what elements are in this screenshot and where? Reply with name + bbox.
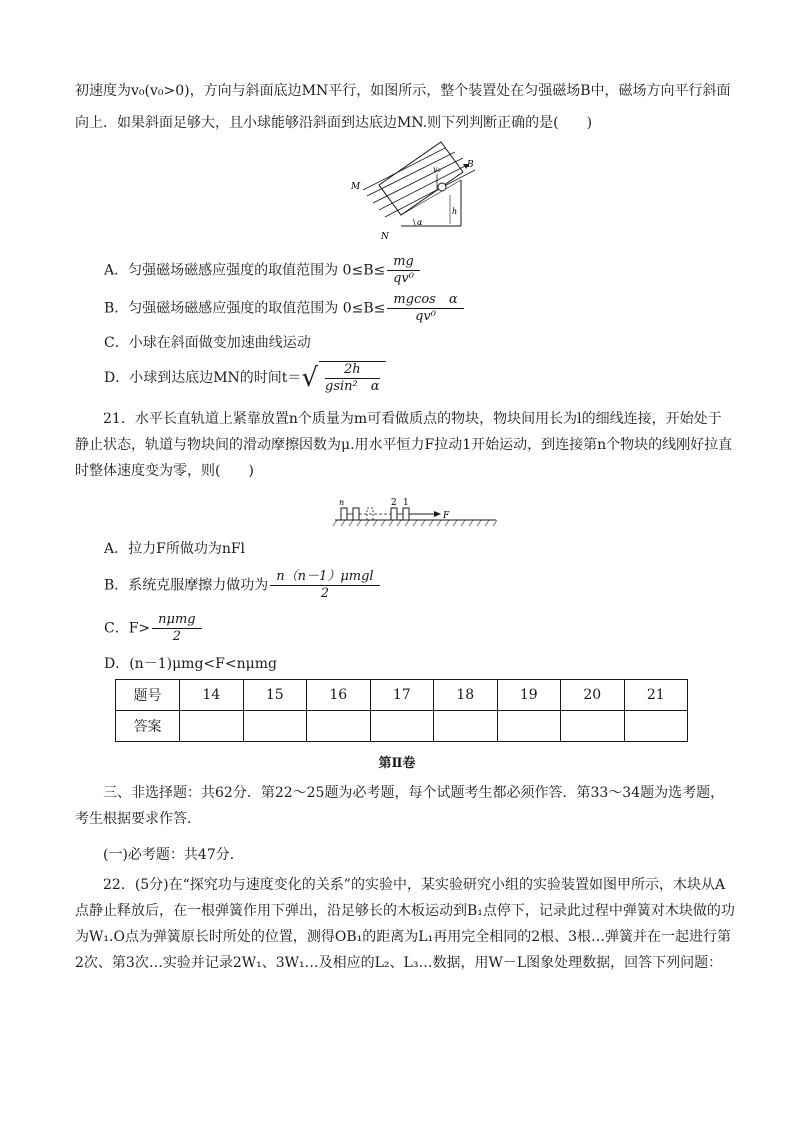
question-number-cell: 17: [370, 680, 434, 711]
label-2: 2: [391, 498, 397, 508]
incline-figure: [345, 140, 485, 242]
question-number-cell: 18: [434, 680, 498, 711]
q21-option-d: D．(n－1)μmg<F<nμmg: [104, 656, 277, 672]
answer-cell[interactable]: [434, 711, 498, 742]
q20-option-b: B．匀强磁场磁感应强度的取值范围为 0≤B≤ $\frac{\text{mgcos α}}{\text{qv⁰}}$: [104, 292, 466, 325]
header-label-cell: 题号: [116, 680, 180, 711]
q20-intro-line1: 初速度为v₀(v₀>0)，方向与斜面底边MN平行，如图所示，整个装置处在匀强磁场B中，磁场方向平行斜面: [75, 83, 731, 99]
blocks-figure: [333, 494, 498, 530]
label-alpha: α: [417, 218, 423, 227]
question-number-cell: 16: [307, 680, 371, 711]
answer-cell[interactable]: [370, 711, 434, 742]
label-B: B: [467, 160, 474, 170]
table-row: [116, 680, 688, 711]
question-number-cell: 15: [243, 680, 307, 711]
q21-option-a: A．拉力F所做功为nFl: [104, 541, 246, 557]
q21-option-b: B．系统克服摩擦力做功为 $\frac{\text{n（n－1）μmgl}}{2}$: [104, 569, 382, 602]
part3-intro: 三、非选择题：共62分．第22～25题为必考题，每个试题考生都必须作答．第33～34题为选考题，考生根据要求作答．: [75, 785, 725, 827]
label-F: F: [443, 511, 450, 521]
answer-label-cell: 答案: [116, 711, 180, 742]
label-1: 1: [403, 498, 409, 508]
label-M: M: [351, 182, 361, 192]
q20-option-d: D．小球到达底边MN的时间t＝√ $\frac{2h}{\text{gsin² α}}$: [104, 361, 386, 395]
question-number-cell: 21: [624, 680, 688, 711]
answer-cell[interactable]: [624, 711, 688, 742]
part3-required: (一)必考题：共47分．: [103, 847, 244, 863]
q21-text: 21．水平长直轨道上紧靠放置n个质量为m可看做质点的物块，物块间用长为l的细线连接，开始处于静止状态，轨道与物块间的滑动摩擦因数为μ.用水平恒力F拉动1开始运动，到连接第n个物块的线刚好拉直时整体速度变为零，则( ): [75, 411, 733, 479]
answer-cell[interactable]: [307, 711, 371, 742]
section-title: 第Ⅱ卷: [378, 756, 416, 771]
q22-text: 22．(5分)在“探究功与速度变化的关系”的实验中，某实验研究小组的实验装置如图甲所示，木块从A点静止释放后，在一根弹簧作用下弹出，沿足够长的木板运动到B₁点停下，记录此过程中弹簧对木块做的功为W₁.O点为弹簧原长时所处的位置，测得OB₁的距离为L₁再用完全相同的2根、3根…弹簧并在一起进行第2次、第3次…实验并记录2W₁、3W₁…及相应的L₂、L₃…数据，用W－L图象处理数据，回答下列问题：: [75, 877, 735, 971]
question-number-cell: 20: [561, 680, 625, 711]
answer-table: [115, 679, 688, 742]
answer-cell[interactable]: [561, 711, 625, 742]
q20-option-a: A．匀强磁场磁感应强度的取值范围为 0≤B≤ $\frac{mg}{\text{qv⁰}}$: [104, 254, 422, 287]
question-number-cell: 14: [180, 680, 244, 711]
ball-shape: [438, 183, 446, 191]
q20-option-c: C．小球在斜面做变加速曲线运动: [104, 335, 311, 351]
q20-intro-line2: 向上．如果斜面足够大，且小球能够沿斜面到达底边MN.则下列判断正确的是( ): [75, 115, 593, 131]
question-number-cell: 19: [497, 680, 561, 711]
answer-cell[interactable]: [497, 711, 561, 742]
label-h: h: [452, 207, 458, 216]
label-n: n: [339, 498, 345, 507]
q21-option-c: C．F> $\frac{\text{nμmg}}{2}$: [104, 612, 204, 645]
table-row: [116, 711, 688, 742]
label-v0: v₀: [433, 165, 441, 174]
answer-cell[interactable]: [180, 711, 244, 742]
answer-cell[interactable]: [243, 711, 307, 742]
label-N: N: [381, 232, 389, 242]
